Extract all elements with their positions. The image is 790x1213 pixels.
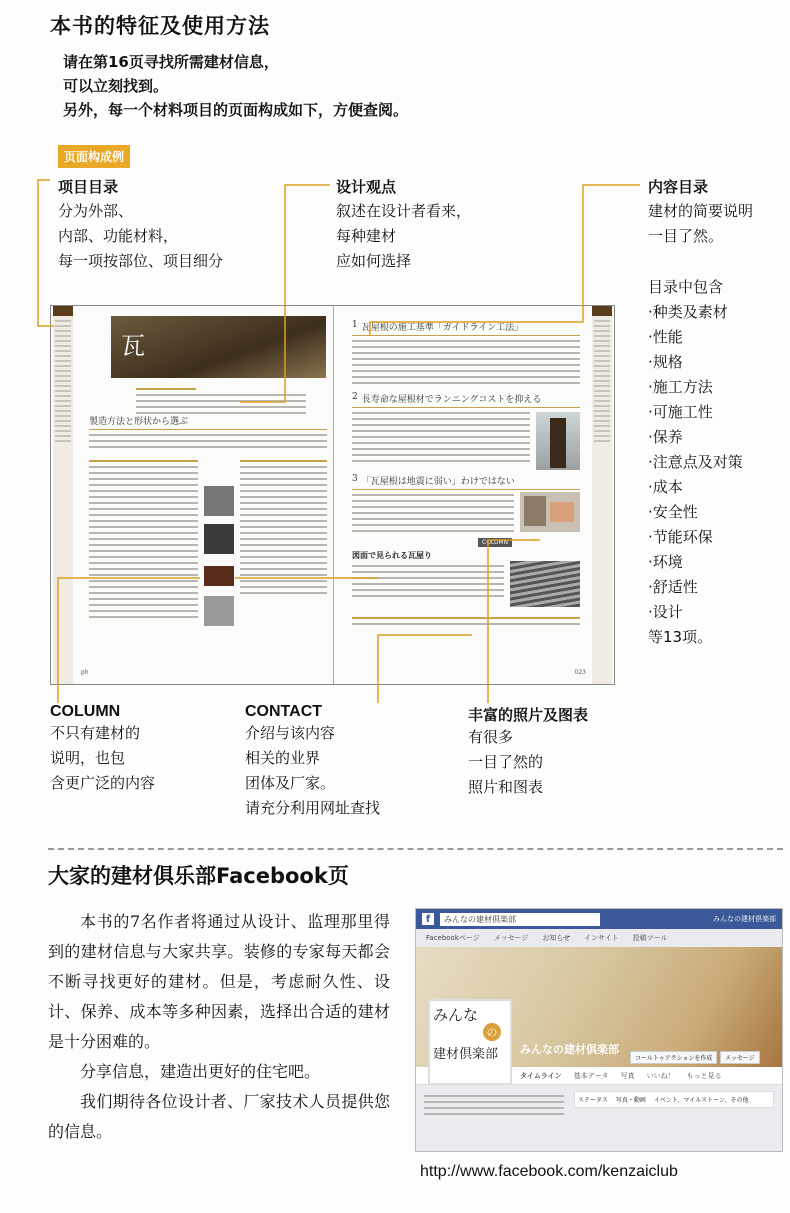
callout-line: 内部、功能材料，: [58, 227, 179, 245]
list-item: ·设计: [648, 603, 683, 621]
callout-line: 叙述在设计者看来，: [336, 202, 472, 220]
fb-topbar: [416, 909, 782, 929]
callout-text: [50, 721, 155, 796]
fb-status-option[interactable]: イベント、マイルストーン、その他: [653, 1097, 749, 1104]
section-heading: 製造方法と形状から選ぶ: [89, 414, 327, 430]
list-item: ·环境: [648, 553, 683, 571]
callout-label: 丰富的照片及图表: [468, 706, 589, 724]
callout-line: 分为外部、: [58, 202, 134, 220]
facebook-section-title: 大家的建材俱乐部Facebook页: [48, 864, 349, 888]
column-tag: COLUMN: [478, 538, 512, 547]
callout-line: 有很多: [468, 728, 514, 746]
fb-tab[interactable]: いいね！: [646, 1071, 675, 1080]
callout-label: 内容目录: [648, 178, 709, 196]
fb-cover-photo: [416, 947, 782, 1067]
layout-example-tag: 页面构成例: [58, 145, 130, 168]
callout-label: 项目目录: [58, 178, 119, 196]
callout-column: [50, 703, 155, 796]
arrow-column: [58, 578, 200, 703]
list-item: ·保养: [648, 428, 683, 446]
fb-tab[interactable]: 写真: [620, 1071, 635, 1080]
fb-status-composer: [574, 1091, 774, 1108]
facebook-intro: [48, 907, 390, 1147]
fb-tab[interactable]: 基本データ: [573, 1071, 609, 1080]
callout-label: 设计观点: [336, 178, 397, 196]
page-folio: ph: [81, 669, 89, 676]
fb-page-name[interactable]: みんなの建材倶楽部: [713, 915, 776, 923]
list-item: ·规格: [648, 353, 683, 371]
section-title: 瓦屋根の施工基準「ガイドライン工法」: [361, 323, 524, 333]
callout-line: 请充分利用网址查找: [245, 799, 381, 817]
logo-text: 建材倶楽部: [433, 1047, 499, 1062]
callout-line: 应如何选择: [336, 252, 412, 270]
section-number: 3: [352, 474, 358, 484]
callout-photos: [468, 704, 588, 800]
list-item: ·节能环保: [648, 528, 713, 546]
fb-nav-item[interactable]: 投稿ツール: [632, 934, 668, 942]
page-title: 本书的特征及使用方法: [50, 14, 270, 38]
paragraph: 分享信息，建造出更好的住宅吧。: [80, 1062, 321, 1081]
list-tail: 等13项。: [648, 628, 713, 646]
page-folio: 023: [574, 669, 586, 676]
callout-line: 每一项按部位、项目细分: [58, 252, 224, 270]
fb-body: [416, 1085, 782, 1151]
callout-line: 每种建材: [336, 227, 397, 245]
logo-text: みんな: [433, 1006, 479, 1024]
callout-line: 不只有建材的: [50, 724, 141, 742]
fb-nav-item[interactable]: Facebookページ: [426, 934, 480, 942]
arrow-photos: [488, 540, 540, 703]
paragraph: 本书的7名作者将通过从设计、监理那里得到的建材信息与大家共享。装修的专家每天都会不断寻找更好的建材。但是，考虑耐久性、设计、保养、成本等多种因素，选择出合适的建材是十分困难的。: [48, 912, 390, 1051]
fb-search-input[interactable]: みんなの建材倶楽部: [440, 913, 600, 926]
arrow-index: [38, 180, 54, 326]
callout-label: COLUMN: [50, 703, 121, 720]
callout-line: 相关的业界: [245, 749, 321, 767]
arrow-contents: [370, 185, 640, 336]
fb-cover-page-name: みんなの建材倶楽部: [520, 1043, 619, 1056]
facebook-logo-icon: f: [422, 913, 434, 925]
list-item: ·安全性: [648, 503, 698, 521]
fb-tab[interactable]: もっと見る: [686, 1071, 722, 1080]
fb-cta-button[interactable]: コールトゥアクションを作成: [630, 1051, 717, 1064]
list-item: ·性能: [648, 328, 683, 346]
fb-tab[interactable]: タイムライン: [520, 1071, 562, 1080]
paragraph: 我们期待各位设计者、厂家技术人员提供您的信息。: [48, 1092, 390, 1141]
section-number: 1: [352, 320, 358, 330]
section-title: 「瓦屋根は地震に弱い」わけではない: [361, 477, 515, 487]
fb-profile-logo: [428, 999, 512, 1085]
title-glyph: 瓦: [121, 332, 145, 360]
callout-line: 建材的简要说明: [648, 202, 754, 220]
list-item: ·成本: [648, 478, 683, 496]
callout-line: 团体及厂家。: [245, 774, 336, 792]
fb-status-option[interactable]: ステータス: [578, 1097, 608, 1104]
fb-message-button[interactable]: メッセージ: [720, 1051, 760, 1064]
section-number: 2: [352, 392, 358, 402]
callout-contact: [245, 703, 380, 821]
callout-line: 照片和图表: [468, 778, 544, 796]
callout-text: [245, 721, 380, 821]
facebook-screenshot: [415, 908, 783, 1152]
list-item: ·舒适性: [648, 578, 698, 596]
callout-line: 说明，也包: [50, 749, 126, 767]
intro-line: 请在第16页寻找所需建材信息，: [63, 53, 279, 71]
fb-admin-nav: [416, 929, 782, 947]
list-heading: 目录中包含: [648, 278, 724, 296]
callout-label: CONTACT: [245, 703, 323, 720]
callout-line: 一目了然。: [648, 227, 724, 245]
callout-line: 介绍与该内容: [245, 724, 336, 742]
fb-nav-item[interactable]: お知らせ: [542, 934, 571, 942]
arrow-design: [240, 185, 330, 402]
fb-nav-item[interactable]: インサイト: [584, 934, 619, 942]
column-heading: 図面で見られる瓦屋り: [352, 551, 432, 560]
section-title: 長寿命な屋根材でランニングコストを抑える: [361, 395, 542, 405]
fb-nav-item[interactable]: メッセージ: [493, 934, 529, 942]
list-item: ·可施工性: [648, 403, 713, 421]
logo-circle: の: [483, 1023, 501, 1041]
intro-line: 另外，每一个材料项目的页面构成如下，方便查阅。: [63, 101, 409, 119]
callout-text: [468, 725, 588, 800]
facebook-url[interactable]: http://www.facebook.com/kenzaiclub: [420, 1163, 678, 1180]
section-divider: [48, 848, 783, 850]
list-item: ·种类及素材: [648, 303, 728, 321]
list-item: ·施工方法: [648, 378, 713, 396]
arrow-contact: [378, 635, 472, 703]
intro-line: 可以立刻找到。: [63, 77, 169, 95]
callout-line: 一目了然的: [468, 753, 544, 771]
list-item: ·注意点及对策: [648, 453, 743, 471]
callout-line: 含更广泛的内容: [50, 774, 156, 792]
fb-status-option[interactable]: 写真・動画: [615, 1097, 646, 1104]
